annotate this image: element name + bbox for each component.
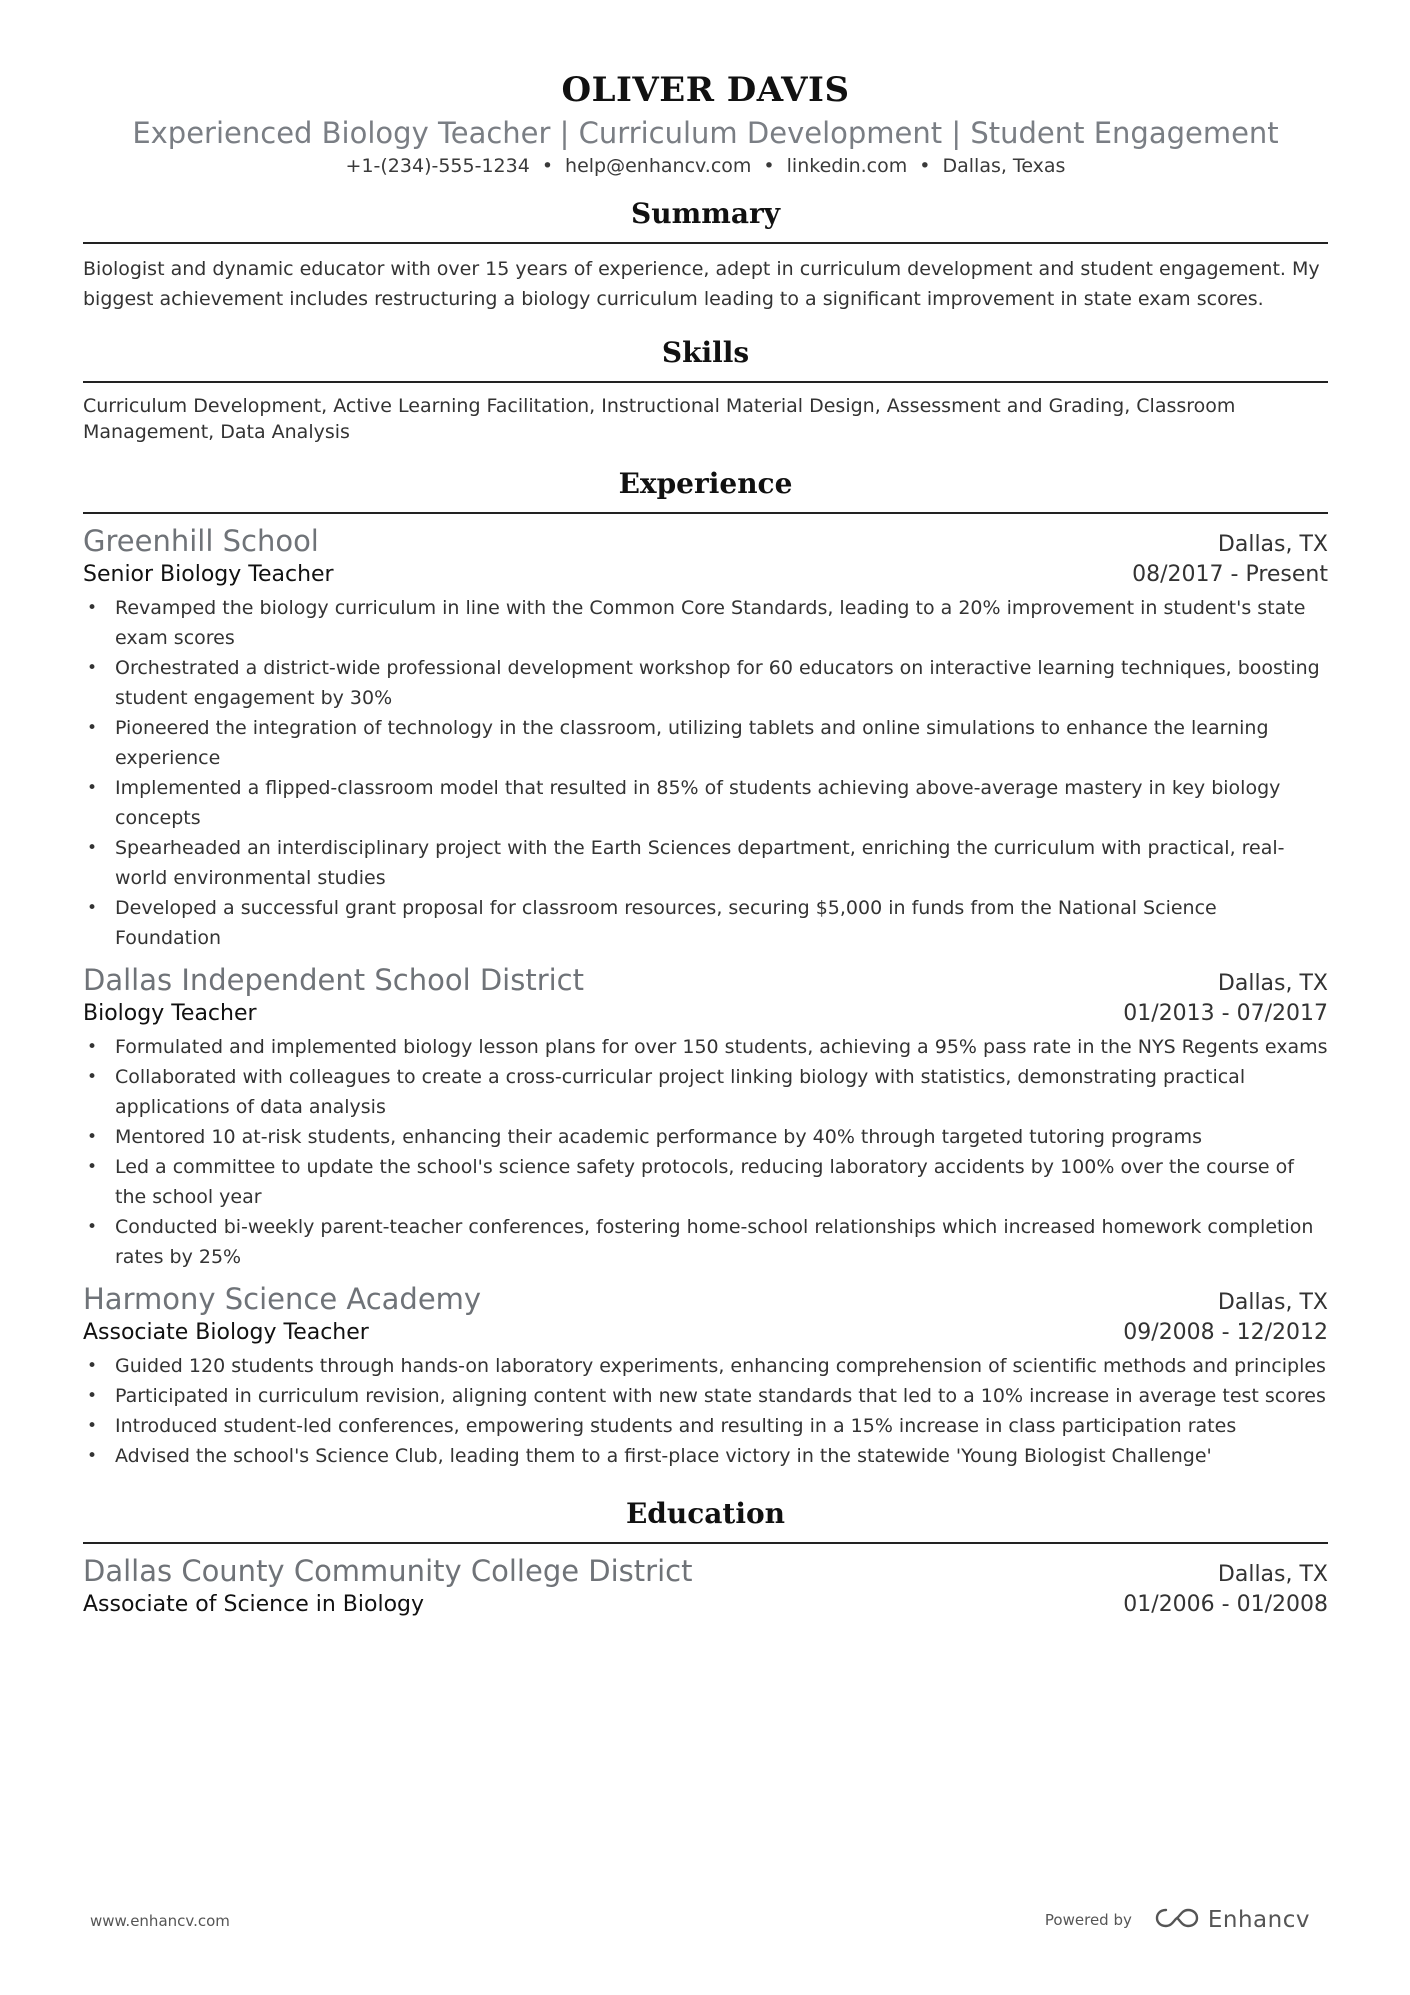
section-divider — [83, 242, 1328, 244]
section-title-skills: Skills — [661, 336, 750, 369]
skills-text: Curriculum Development, Active Learning Facilitation, Instructional Material Design, Assessment and Grading, Classroom Management, Data Analysis — [83, 395, 1236, 443]
degree-name: Associate of Science in Biology — [83, 1592, 425, 1617]
bullet-item: • Spearheaded an interdisciplinary project with the Earth Sciences department, enriching the curriculum with practical, real-world environmental studies — [83, 833, 1328, 893]
job-bullets — [83, 1032, 1328, 1272]
job-dates: 08/2017 - Present — [1132, 562, 1328, 587]
education-dates: 01/2006 - 01/2008 — [1123, 1592, 1328, 1617]
employer-location: Dallas, TX — [1217, 971, 1328, 996]
footer-website[interactable]: www.enhancv.com — [90, 1912, 230, 1930]
bullet-item: • Conducted bi-weekly parent-teacher conferences, fostering home-school relationships which increased homework completion rates by 25% — [83, 1212, 1328, 1272]
employer-name: Harmony Science Academy — [83, 1282, 482, 1316]
employer-location: Dallas, TX — [1217, 1290, 1328, 1315]
bullet-item: • Guided 120 students through hands-on laboratory experiments, enhancing comprehension of scientific methods and principles — [83, 1351, 1328, 1381]
brand-name: Enhancv — [1207, 1907, 1310, 1933]
job-bullets — [83, 1351, 1328, 1471]
job-title: Associate Biology Teacher — [83, 1320, 369, 1345]
bullet-item: • Formulated and implemented biology lesson plans for over 150 students, achieving a 95% pass rate in the NYS Regents exams — [83, 1032, 1328, 1062]
summary-text: Biologist and dynamic educator with over 15 years of experience, adept in curriculum development and student engagement. My biggest achievement includes restructuring a biology curriculum leading to a significant improvement in state exam scores. — [83, 258, 1320, 310]
education-entry — [83, 1554, 1328, 1617]
section-divider — [83, 1542, 1328, 1544]
bullet-item: • Participated in curriculum revision, aligning content with new state standards that led to a 10% increase in average test scores — [83, 1381, 1328, 1411]
bullet-item: • Mentored 10 at-risk students, enhancing their academic performance by 40% through targeted tutoring programs — [83, 1122, 1328, 1152]
bullet-item: • Orchestrated a district-wide professional development workshop for 60 educators on interactive learning techniques, boosting student engagement by 30% — [83, 653, 1328, 713]
footer-branding — [1045, 1905, 1310, 1935]
contact-phone[interactable]: +1-(234)-555-1234 — [345, 155, 530, 177]
experience-entry — [83, 963, 1328, 1272]
employer-location: Dallas, TX — [1217, 532, 1328, 557]
resume-header — [83, 70, 1328, 177]
bullet-item: • Collaborated with colleagues to create a cross-curricular project linking biology with statistics, demonstrating practical applications of data analysis — [83, 1062, 1328, 1122]
powered-by-label: Powered by — [1044, 1911, 1132, 1929]
job-dates: 09/2008 - 12/2012 — [1123, 1320, 1328, 1345]
job-title: Biology Teacher — [83, 1001, 257, 1026]
contact-separator: • — [541, 155, 554, 177]
contact-linkedin[interactable]: linkedin.com — [786, 155, 908, 177]
employer-name: Greenhill School — [83, 524, 319, 558]
section-divider — [83, 512, 1328, 514]
bullet-item: • Developed a successful grant proposal for classroom resources, securing $5,000 in funds from the National Science Foundation — [83, 893, 1328, 953]
school-name: Dallas County Community College District — [83, 1554, 693, 1588]
candidate-name: OLIVER DAVIS — [561, 70, 850, 110]
contact-location: Dallas, Texas — [942, 155, 1066, 177]
experience-entry — [83, 1282, 1328, 1471]
bullet-item: • Introduced student-led conferences, empowering students and resulting in a 15% increase in class participation rates — [83, 1411, 1328, 1441]
contact-separator: • — [763, 155, 775, 177]
skills-section — [83, 336, 1328, 445]
job-dates: 01/2013 - 07/2017 — [1123, 1001, 1328, 1026]
bullet-item: • Implemented a flipped-classroom model that resulted in 85% of students achieving above-average mastery in key biology concepts — [83, 773, 1328, 833]
education-section — [83, 1497, 1328, 1617]
experience-entry — [83, 524, 1328, 953]
experience-section — [83, 467, 1328, 1471]
contact-email[interactable]: help@enhancv.com — [565, 155, 752, 177]
section-title-summary: Summary — [631, 197, 780, 230]
enhancv-logo-icon — [1154, 1905, 1200, 1935]
bullet-item: • Advised the school's Science Club, leading them to a first-place victory in the statewide 'Young Biologist Challenge' — [83, 1441, 1328, 1471]
resume-page — [83, 70, 1328, 1617]
section-title-experience: Experience — [618, 467, 793, 500]
employer-name: Dallas Independent School District — [83, 963, 585, 997]
summary-section — [83, 197, 1328, 314]
job-title: Senior Biology Teacher — [83, 562, 334, 587]
section-divider — [83, 381, 1328, 383]
candidate-headline: Experienced Biology Teacher | Curriculum Development | Student Engagement — [132, 116, 1279, 150]
section-title-education: Education — [625, 1497, 786, 1530]
contact-line — [83, 155, 1328, 177]
bullet-item: • Revamped the biology curriculum in line with the Common Core Standards, leading to a 20% improvement in student's state exam scores — [83, 593, 1328, 653]
bullet-item: • Led a committee to update the school's science safety protocols, reducing laboratory accidents by 100% over the course of the school year — [83, 1152, 1328, 1212]
bullet-item: • Pioneered the integration of technology in the classroom, utilizing tablets and online simulations to enhance the learning experience — [83, 713, 1328, 773]
job-bullets — [83, 593, 1328, 953]
school-location: Dallas, TX — [1217, 1562, 1328, 1587]
contact-separator: • — [919, 155, 931, 177]
